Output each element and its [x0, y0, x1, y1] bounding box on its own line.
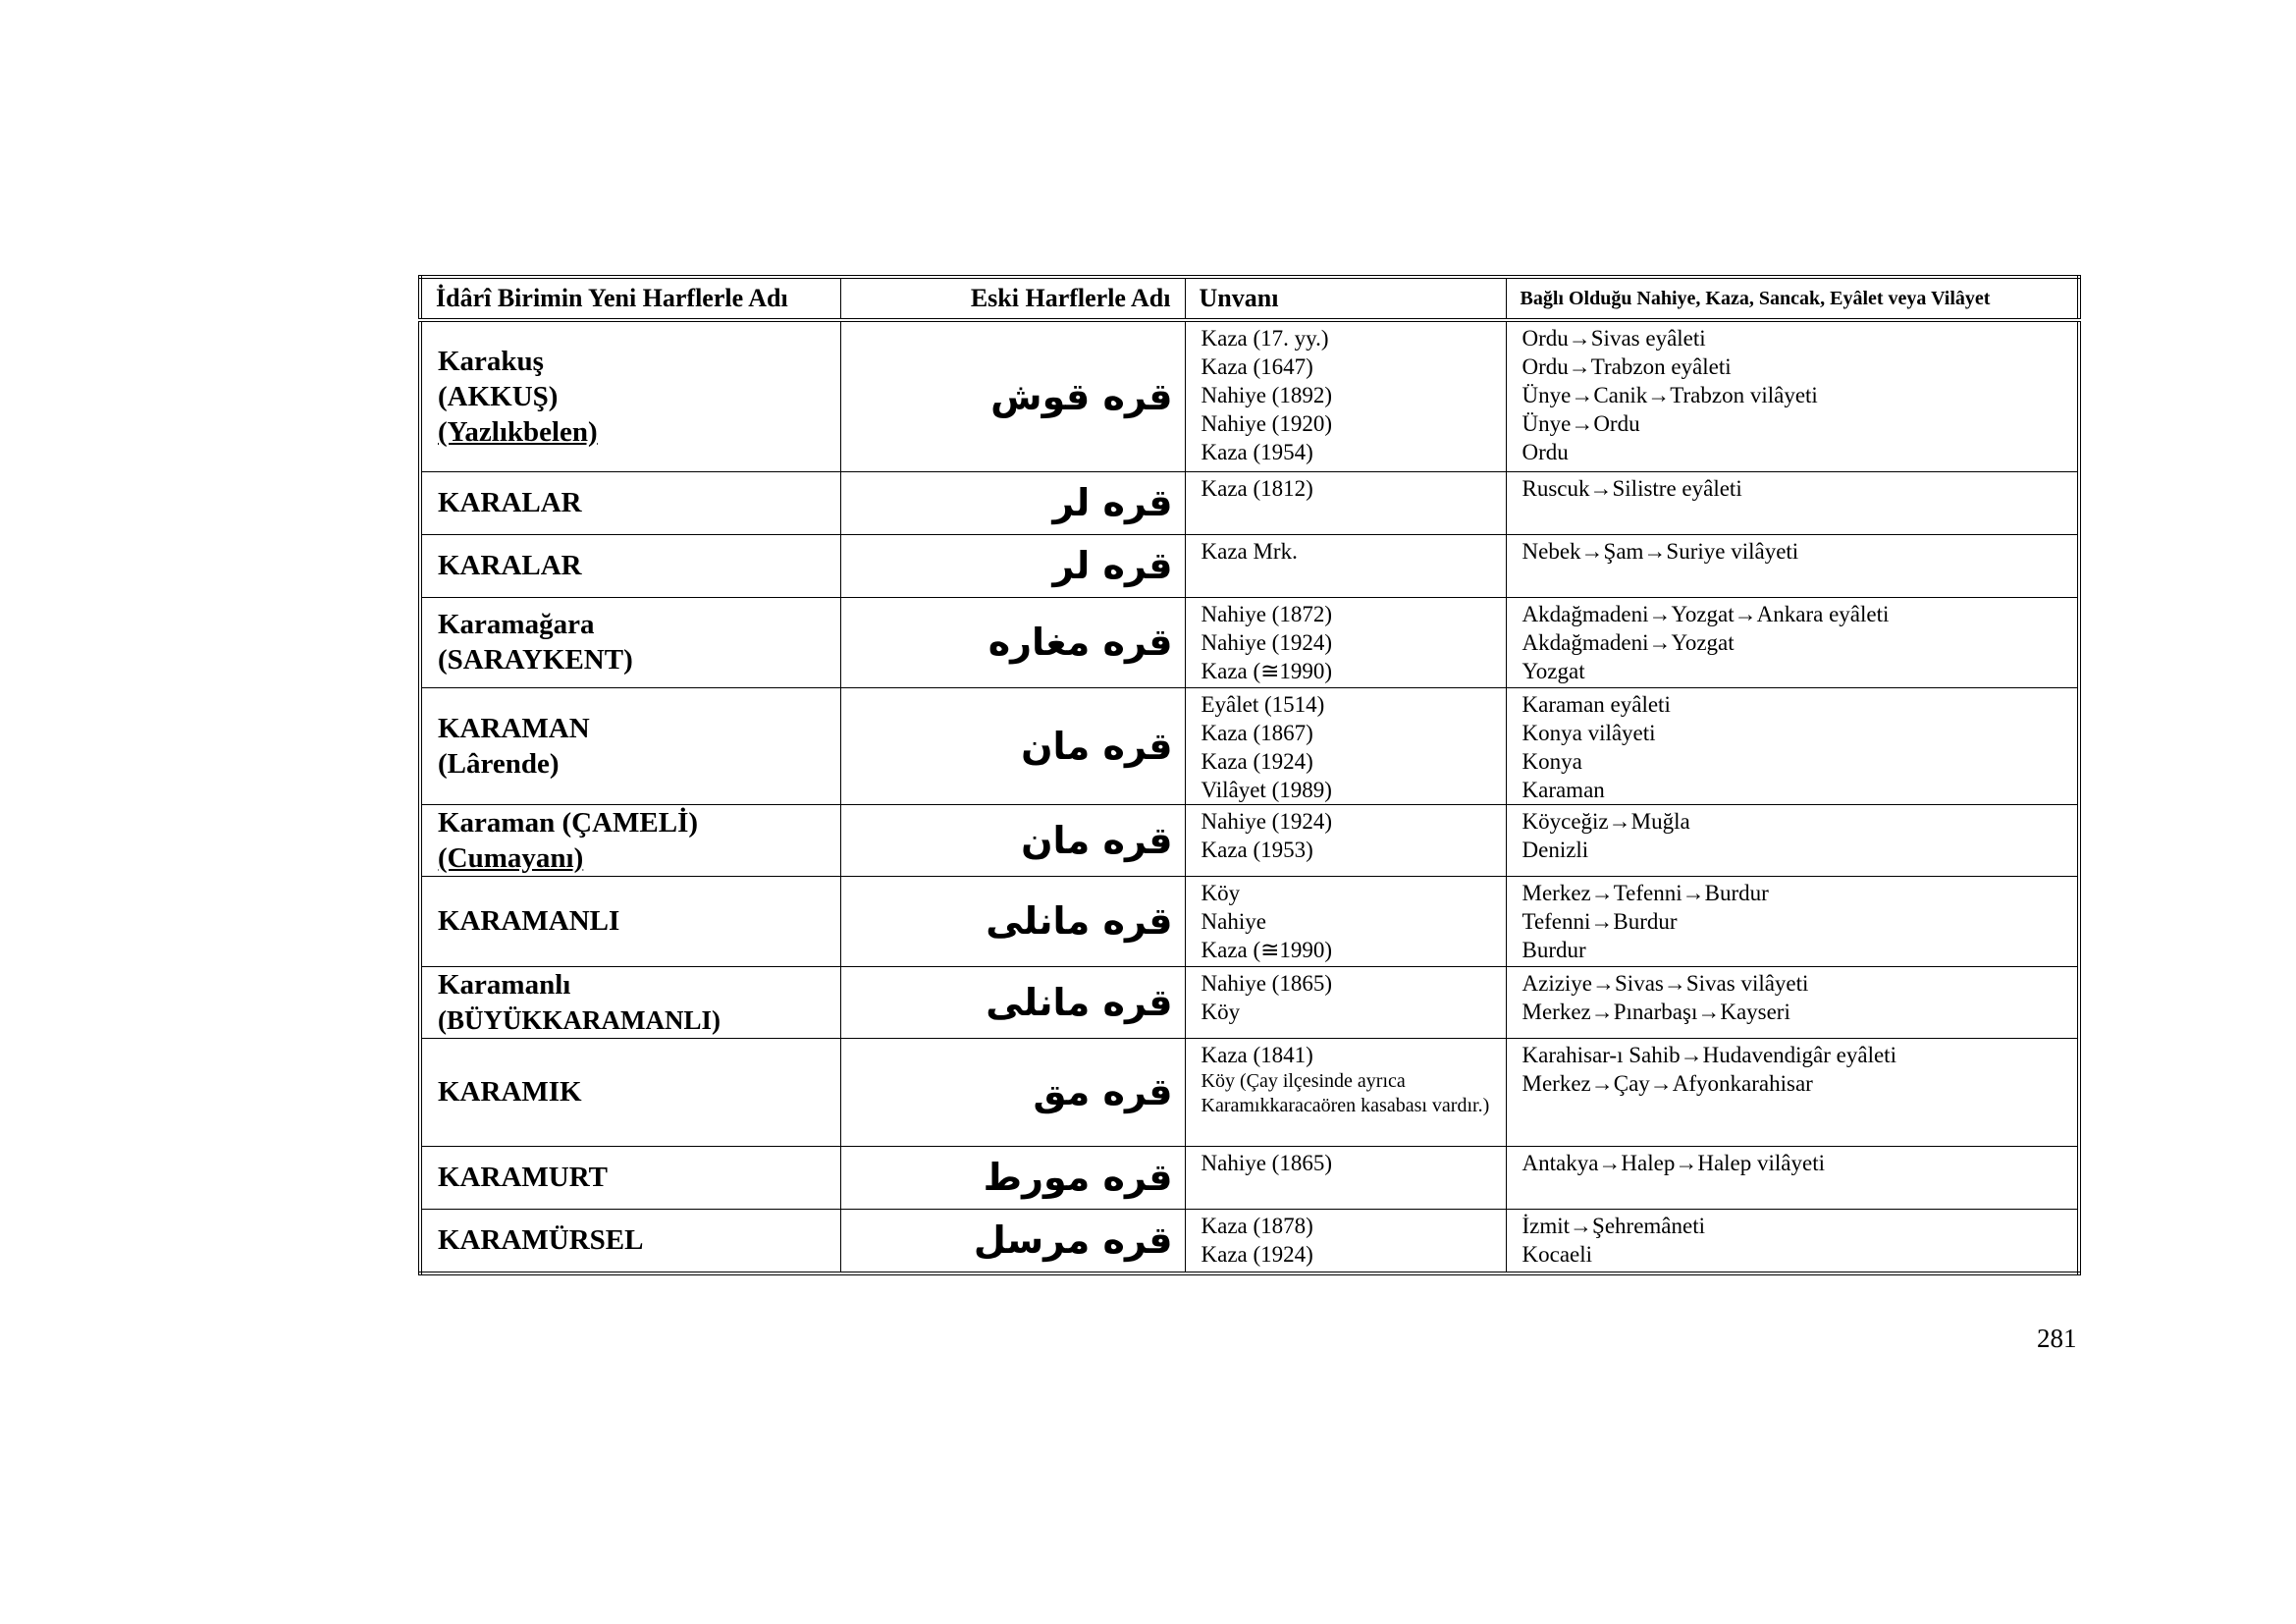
- unit-new-name: [420, 1038, 840, 1146]
- title-line: Kaza (≅1990): [1201, 658, 1333, 683]
- unit-old-name: قره لر: [840, 471, 1185, 534]
- affiliation-line: Ünye→Ordu: [1522, 411, 1640, 436]
- unit-affiliation: [1506, 1209, 2079, 1273]
- unit-title: [1185, 471, 1506, 534]
- title-line: Vilâyet (1989): [1201, 777, 1332, 802]
- affiliation-line: Merkez→Çay→Afyonkarahisar: [1522, 1070, 1813, 1096]
- administrative-units-table: [418, 275, 2081, 1275]
- affiliation-line: Nebek→Şam→Suriye vilâyeti: [1522, 538, 1799, 564]
- unit-old-name: قره مق: [840, 1038, 1185, 1146]
- table-row: [420, 534, 2079, 597]
- unit-old-name: قره قوش: [840, 320, 1185, 471]
- affiliation-line: Karahisar-ı Sahib→Hudavendigâr eyâleti: [1522, 1042, 1896, 1067]
- affiliation-line: Karaman eyâleti: [1522, 691, 1671, 717]
- header-title: Unvanı: [1185, 277, 1506, 320]
- title-line: Nahiye (1865): [1201, 1150, 1332, 1175]
- unit-title: [1185, 597, 1506, 687]
- unit-title: [1185, 320, 1506, 471]
- unit-new-name: [420, 1209, 840, 1273]
- name-line: Karakuş: [438, 345, 544, 377]
- unit-new-name: [420, 876, 840, 966]
- table-row: [420, 320, 2079, 471]
- unit-title: [1185, 804, 1506, 876]
- affiliation-line: İzmit→Şehremâneti: [1522, 1213, 1705, 1238]
- table-row: [420, 1146, 2079, 1209]
- affiliation-line: Yozgat: [1522, 658, 1585, 683]
- unit-title: [1185, 1038, 1506, 1146]
- title-line: Köy: [1201, 999, 1241, 1024]
- page-number: 281: [2037, 1324, 2077, 1353]
- name-line: (Lârende): [438, 747, 560, 780]
- unit-affiliation: [1506, 966, 2079, 1038]
- title-line: Kaza (1841): [1201, 1042, 1313, 1067]
- unit-new-name: [420, 687, 840, 804]
- unit-affiliation: [1506, 471, 2079, 534]
- affiliation-line: Ünye→Canik→Trabzon vilâyeti: [1522, 383, 1818, 407]
- affiliation-line: Antakya→Halep→Halep vilâyeti: [1522, 1150, 1825, 1175]
- unit-title: [1185, 876, 1506, 966]
- unit-old-name: قره مغاره: [840, 597, 1185, 687]
- unit-old-name: قره مان: [840, 687, 1185, 804]
- title-line: Kaza (1924): [1201, 1241, 1313, 1267]
- title-line: Nahiye (1892): [1201, 383, 1332, 407]
- unit-new-name: [420, 804, 840, 876]
- unit-affiliation: [1506, 687, 2079, 804]
- name-line: KARALAR: [438, 487, 582, 518]
- affiliation-line: Aziziye→Sivas→Sivas vilâyeti: [1522, 970, 1809, 996]
- affiliation-line: Tefenni→Burdur: [1522, 908, 1678, 934]
- header-affiliation: Bağlı Olduğu Nahiye, Kaza, Sancak, Eyâlet veya Vilâyet: [1506, 277, 2079, 320]
- header-old-name: Eski Harflerle Adı: [840, 277, 1185, 320]
- affiliation-line: Denizli: [1522, 837, 1589, 862]
- unit-affiliation: [1506, 1038, 2079, 1146]
- unit-old-name: قره مانلى: [840, 876, 1185, 966]
- name-line: (BÜYÜKKARAMANLI): [438, 1004, 721, 1035]
- title-line: Kaza (1867): [1201, 720, 1313, 745]
- table-row: [420, 1038, 2079, 1146]
- affiliation-line: Akdağmadeni→Yozgat: [1522, 629, 1735, 655]
- affiliation-line: Konya: [1522, 748, 1582, 774]
- unit-new-name: [420, 534, 840, 597]
- name-line: (SARAYKENT): [438, 644, 633, 676]
- unit-title: [1185, 1146, 1506, 1209]
- unit-affiliation: [1506, 534, 2079, 597]
- name-line: (Yazlıkbelen): [438, 415, 598, 448]
- title-line: Nahiye (1865): [1201, 970, 1332, 996]
- header-new-name: İdârî Birimin Yeni Harflerle Adı: [420, 277, 840, 320]
- name-line: KARAMURT: [438, 1162, 608, 1193]
- unit-affiliation: [1506, 1146, 2079, 1209]
- unit-new-name: [420, 1146, 840, 1209]
- unit-affiliation: [1506, 804, 2079, 876]
- affiliation-line: Ruscuk→Silistre eyâleti: [1522, 475, 1742, 501]
- title-line: Kaza (1812): [1201, 475, 1313, 501]
- unit-title: [1185, 1209, 1506, 1273]
- unit-old-name: قره مان: [840, 804, 1185, 876]
- title-line: Köy (Çay ilçesinde ayrıca Karamıkkaracaören kasabası vardır.): [1201, 1069, 1490, 1116]
- table-row: [420, 687, 2079, 804]
- affiliation-line: Karaman: [1522, 777, 1605, 802]
- affiliation-line: Merkez→Pınarbaşı→Kayseri: [1522, 999, 1790, 1024]
- name-line: KARAMAN: [438, 712, 590, 744]
- unit-title: [1185, 534, 1506, 597]
- title-line: Kaza (1953): [1201, 837, 1313, 862]
- table-row: [420, 1209, 2079, 1273]
- table-row: [420, 966, 2079, 1038]
- name-line: (AKKUŞ): [438, 380, 559, 412]
- table-header-row: [420, 277, 2079, 320]
- affiliation-line: Burdur: [1522, 937, 1586, 962]
- title-line: Nahiye (1872): [1201, 601, 1332, 626]
- title-line: Kaza (1647): [1201, 354, 1313, 379]
- title-line: Nahiye (1924): [1201, 629, 1332, 655]
- table-row: [420, 876, 2079, 966]
- affiliation-line: Ordu→Sivas eyâleti: [1522, 326, 1706, 351]
- affiliation-line: Akdağmadeni→Yozgat→Ankara eyâleti: [1522, 601, 1890, 626]
- unit-old-name: قره مورط: [840, 1146, 1185, 1209]
- unit-old-name: قره مرسل: [840, 1209, 1185, 1273]
- title-line: Kaza (17. yy.): [1201, 326, 1329, 351]
- name-line: KARAMÜRSEL: [438, 1224, 644, 1257]
- name-line: KARAMANLI: [438, 905, 620, 937]
- title-line: Nahiye (1920): [1201, 411, 1332, 436]
- title-line: Eyâlet (1514): [1201, 691, 1325, 717]
- title-line: Nahiye: [1201, 908, 1266, 934]
- name-line: (Cumayanı): [438, 841, 584, 874]
- unit-new-name: [420, 966, 840, 1038]
- unit-new-name: [420, 320, 840, 471]
- name-line: Karaman (ÇAMELİ): [438, 806, 699, 839]
- unit-affiliation: [1506, 597, 2079, 687]
- title-line: Nahiye (1924): [1201, 808, 1332, 834]
- unit-new-name: [420, 471, 840, 534]
- unit-title: [1185, 687, 1506, 804]
- name-line: Karamanlı: [438, 968, 571, 1001]
- title-line: Kaza (1878): [1201, 1213, 1313, 1238]
- unit-title: [1185, 966, 1506, 1038]
- affiliation-line: Kocaeli: [1522, 1241, 1593, 1267]
- table-row: [420, 804, 2079, 876]
- table-row: [420, 471, 2079, 534]
- unit-affiliation: [1506, 876, 2079, 966]
- affiliation-line: Konya vilâyeti: [1522, 720, 1656, 745]
- title-line: Kaza (1954): [1201, 440, 1313, 464]
- name-line: KARAMIK: [438, 1076, 582, 1108]
- title-line: Kaza (≅1990): [1201, 937, 1333, 962]
- title-line: Kaza Mrk.: [1201, 538, 1298, 564]
- name-line: Karamağara: [438, 609, 595, 640]
- affiliation-line: Ordu→Trabzon eyâleti: [1522, 354, 1732, 379]
- table-row: [420, 597, 2079, 687]
- unit-new-name: [420, 597, 840, 687]
- unit-old-name: قره لر: [840, 534, 1185, 597]
- title-line: Kaza (1924): [1201, 748, 1313, 774]
- affiliation-line: Merkez→Tefenni→Burdur: [1522, 880, 1769, 905]
- unit-affiliation: [1506, 320, 2079, 471]
- affiliation-line: Köyceğiz→Muğla: [1522, 808, 1690, 834]
- title-line: Köy: [1201, 880, 1241, 905]
- name-line: KARALAR: [438, 550, 582, 581]
- unit-old-name: قره مانلى: [840, 966, 1185, 1038]
- affiliation-line: Ordu: [1522, 440, 1569, 464]
